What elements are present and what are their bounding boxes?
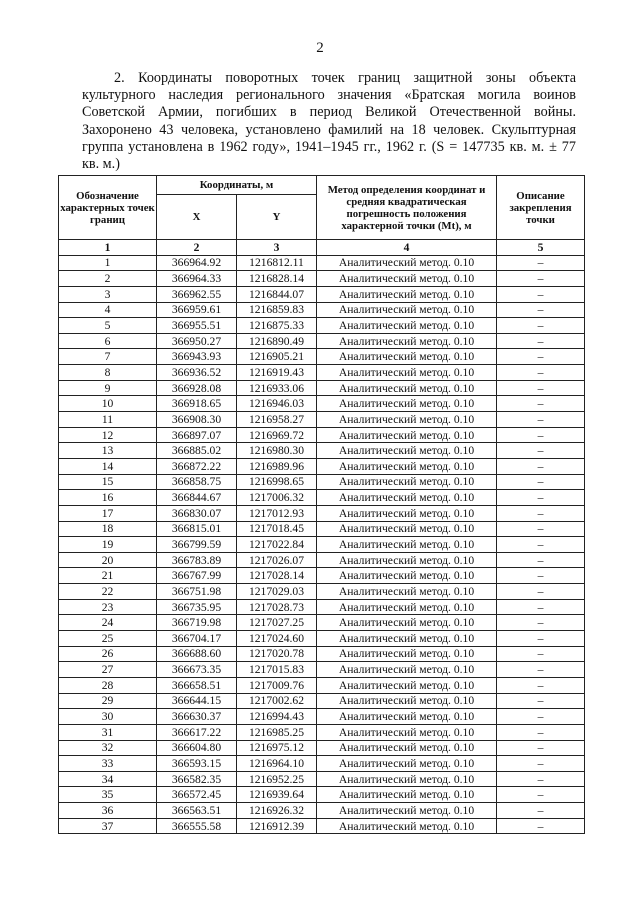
x-coordinate-cell: 366719.98 <box>157 615 237 631</box>
description-cell: – <box>497 724 585 740</box>
description-cell: – <box>497 677 585 693</box>
table-row <box>59 286 585 302</box>
description-cell: – <box>497 271 585 287</box>
table-row <box>59 584 585 600</box>
method-cell: Аналитический метод. 0.10 <box>317 631 497 647</box>
point-number-cell: 2 <box>59 271 157 287</box>
y-coordinate-cell: 1216859.83 <box>237 302 317 318</box>
y-coordinate-cell: 1217022.84 <box>237 537 317 553</box>
method-cell: Аналитический метод. 0.10 <box>317 740 497 756</box>
header-description: Описание закрепления точки <box>497 176 585 240</box>
page-number: 2 <box>316 40 324 56</box>
method-cell: Аналитический метод. 0.10 <box>317 662 497 678</box>
description-cell: – <box>497 255 585 271</box>
description-cell: – <box>497 756 585 772</box>
method-cell: Аналитический метод. 0.10 <box>317 552 497 568</box>
table-row <box>59 458 585 474</box>
table-row <box>59 740 585 756</box>
table-row <box>59 568 585 584</box>
header-y: Y <box>237 195 317 240</box>
y-coordinate-cell: 1217002.62 <box>237 693 317 709</box>
point-number-cell: 16 <box>59 490 157 506</box>
description-cell: – <box>497 615 585 631</box>
table-row <box>59 537 585 553</box>
table-row <box>59 646 585 662</box>
table-row <box>59 756 585 772</box>
x-coordinate-cell: 366943.93 <box>157 349 237 365</box>
table-row <box>59 615 585 631</box>
y-coordinate-cell: 1216875.33 <box>237 318 317 334</box>
description-cell: – <box>497 662 585 678</box>
method-cell: Аналитический метод. 0.10 <box>317 318 497 334</box>
y-coordinate-cell: 1216890.49 <box>237 333 317 349</box>
description-cell: – <box>497 505 585 521</box>
description-cell: – <box>497 380 585 396</box>
table-row <box>59 709 585 725</box>
method-cell: Аналитический метод. 0.10 <box>317 568 497 584</box>
description-cell: – <box>497 709 585 725</box>
y-coordinate-cell: 1216828.14 <box>237 271 317 287</box>
point-number-cell: 23 <box>59 599 157 615</box>
point-number-cell: 15 <box>59 474 157 490</box>
x-coordinate-cell: 366959.61 <box>157 302 237 318</box>
description-cell: – <box>497 318 585 334</box>
y-coordinate-cell: 1216952.25 <box>237 771 317 787</box>
x-coordinate-cell: 366950.27 <box>157 333 237 349</box>
point-number-cell: 24 <box>59 615 157 631</box>
method-cell: Аналитический метод. 0.10 <box>317 693 497 709</box>
table-row <box>59 693 585 709</box>
point-number-cell: 31 <box>59 724 157 740</box>
x-coordinate-cell: 366830.07 <box>157 505 237 521</box>
table-row <box>59 677 585 693</box>
x-coordinate-cell: 366572.45 <box>157 787 237 803</box>
description-cell: – <box>497 286 585 302</box>
y-coordinate-cell: 1216969.72 <box>237 427 317 443</box>
table-row <box>59 552 585 568</box>
header-method: Метод определения координат и средняя квадратическая погрешность положения характерной точки (Mt), м <box>317 176 497 240</box>
method-cell: Аналитический метод. 0.10 <box>317 427 497 443</box>
point-number-cell: 6 <box>59 333 157 349</box>
method-cell: Аналитический метод. 0.10 <box>317 818 497 834</box>
point-number-cell: 5 <box>59 318 157 334</box>
table-row <box>59 631 585 647</box>
method-cell: Аналитический метод. 0.10 <box>317 756 497 772</box>
point-number-cell: 11 <box>59 412 157 428</box>
x-coordinate-cell: 366897.07 <box>157 427 237 443</box>
x-coordinate-cell: 366593.15 <box>157 756 237 772</box>
x-coordinate-cell: 366844.67 <box>157 490 237 506</box>
y-coordinate-cell: 1216939.64 <box>237 787 317 803</box>
y-coordinate-cell: 1217018.45 <box>237 521 317 537</box>
y-coordinate-cell: 1216985.25 <box>237 724 317 740</box>
point-number-cell: 9 <box>59 380 157 396</box>
point-number-cell: 27 <box>59 662 157 678</box>
x-coordinate-cell: 366783.89 <box>157 552 237 568</box>
y-coordinate-cell: 1217024.60 <box>237 631 317 647</box>
y-coordinate-cell: 1216998.65 <box>237 474 317 490</box>
y-coordinate-cell: 1216975.12 <box>237 740 317 756</box>
x-coordinate-cell: 366799.59 <box>157 537 237 553</box>
x-coordinate-cell: 366962.55 <box>157 286 237 302</box>
table-row <box>59 380 585 396</box>
y-coordinate-cell: 1216946.03 <box>237 396 317 412</box>
table-row <box>59 412 585 428</box>
coordinates-table <box>58 175 585 834</box>
point-number-cell: 29 <box>59 693 157 709</box>
method-cell: Аналитический метод. 0.10 <box>317 380 497 396</box>
x-coordinate-cell: 366604.80 <box>157 740 237 756</box>
method-cell: Аналитический метод. 0.10 <box>317 724 497 740</box>
table-row <box>59 271 585 287</box>
table-row <box>59 365 585 381</box>
x-coordinate-cell: 366751.98 <box>157 584 237 600</box>
method-cell: Аналитический метод. 0.10 <box>317 412 497 428</box>
x-coordinate-cell: 366908.30 <box>157 412 237 428</box>
y-coordinate-cell: 1216844.07 <box>237 286 317 302</box>
y-coordinate-cell: 1217028.14 <box>237 568 317 584</box>
header-x: X <box>157 195 237 240</box>
x-coordinate-cell: 366767.99 <box>157 568 237 584</box>
point-number-cell: 36 <box>59 803 157 819</box>
table-body <box>59 255 585 834</box>
x-coordinate-cell: 366735.95 <box>157 599 237 615</box>
description-cell: – <box>497 740 585 756</box>
point-number-cell: 4 <box>59 302 157 318</box>
description-cell: – <box>497 333 585 349</box>
x-coordinate-cell: 366704.17 <box>157 631 237 647</box>
description-cell: – <box>497 599 585 615</box>
table-row <box>59 349 585 365</box>
method-cell: Аналитический метод. 0.10 <box>317 709 497 725</box>
point-number-cell: 22 <box>59 584 157 600</box>
x-coordinate-cell: 366582.35 <box>157 771 237 787</box>
y-coordinate-cell: 1217027.25 <box>237 615 317 631</box>
method-cell: Аналитический метод. 0.10 <box>317 458 497 474</box>
description-cell: – <box>497 349 585 365</box>
method-cell: Аналитический метод. 0.10 <box>317 521 497 537</box>
intro-paragraph <box>82 70 576 173</box>
x-coordinate-cell: 366918.65 <box>157 396 237 412</box>
method-cell: Аналитический метод. 0.10 <box>317 443 497 459</box>
x-coordinate-cell: 366955.51 <box>157 318 237 334</box>
description-cell: – <box>497 365 585 381</box>
description-cell: – <box>497 458 585 474</box>
x-coordinate-cell: 366964.33 <box>157 271 237 287</box>
table-row <box>59 818 585 834</box>
description-cell: – <box>497 474 585 490</box>
method-cell: Аналитический метод. 0.10 <box>317 803 497 819</box>
point-number-cell: 1 <box>59 255 157 271</box>
table-row <box>59 521 585 537</box>
y-coordinate-cell: 1216933.06 <box>237 380 317 396</box>
point-number-cell: 34 <box>59 771 157 787</box>
x-coordinate-cell: 366928.08 <box>157 380 237 396</box>
table-row <box>59 474 585 490</box>
point-number-cell: 26 <box>59 646 157 662</box>
column-number: 1 <box>59 240 157 256</box>
x-coordinate-cell: 366673.35 <box>157 662 237 678</box>
description-cell: – <box>497 803 585 819</box>
table-row <box>59 771 585 787</box>
column-number: 3 <box>237 240 317 256</box>
point-number-cell: 14 <box>59 458 157 474</box>
y-coordinate-cell: 1217009.76 <box>237 677 317 693</box>
x-coordinate-cell: 366630.37 <box>157 709 237 725</box>
y-coordinate-cell: 1217028.73 <box>237 599 317 615</box>
table-row <box>59 318 585 334</box>
y-coordinate-cell: 1216919.43 <box>237 365 317 381</box>
method-cell: Аналитический метод. 0.10 <box>317 615 497 631</box>
method-cell: Аналитический метод. 0.10 <box>317 286 497 302</box>
x-coordinate-cell: 366555.58 <box>157 818 237 834</box>
point-number-cell: 7 <box>59 349 157 365</box>
table-row <box>59 302 585 318</box>
y-coordinate-cell: 1216964.10 <box>237 756 317 772</box>
point-number-cell: 3 <box>59 286 157 302</box>
method-cell: Аналитический метод. 0.10 <box>317 584 497 600</box>
description-cell: – <box>497 646 585 662</box>
header-coordinates: Координаты, м <box>157 176 317 195</box>
x-coordinate-cell: 366885.02 <box>157 443 237 459</box>
x-coordinate-cell: 366644.15 <box>157 693 237 709</box>
method-cell: Аналитический метод. 0.10 <box>317 365 497 381</box>
point-number-cell: 20 <box>59 552 157 568</box>
table-row <box>59 333 585 349</box>
point-number-cell: 33 <box>59 756 157 772</box>
description-cell: – <box>497 537 585 553</box>
y-coordinate-cell: 1217006.32 <box>237 490 317 506</box>
point-number-cell: 8 <box>59 365 157 381</box>
method-cell: Аналитический метод. 0.10 <box>317 271 497 287</box>
method-cell: Аналитический метод. 0.10 <box>317 255 497 271</box>
table-row <box>59 599 585 615</box>
description-cell: – <box>497 693 585 709</box>
y-coordinate-cell: 1216912.39 <box>237 818 317 834</box>
point-number-cell: 32 <box>59 740 157 756</box>
column-number: 2 <box>157 240 237 256</box>
column-number: 5 <box>497 240 585 256</box>
description-cell: – <box>497 521 585 537</box>
method-cell: Аналитический метод. 0.10 <box>317 599 497 615</box>
point-number-cell: 17 <box>59 505 157 521</box>
intro-text: 2. Координаты поворотных точек границ защитной зоны объекта культурного наследия регионального значения «Братская могила воинов Советской Армии, погибших в период Великой Отечественной войны. Захоронено 43 человека, установлено фамилий на 18 человек. Скульптурная группа установлена в 1962 году», 1941–1945 гг., 1962 г. (S = 147735 кв. м. ± 77 кв. м.) <box>82 70 576 173</box>
table-row <box>59 396 585 412</box>
y-coordinate-cell: 1217029.03 <box>237 584 317 600</box>
x-coordinate-cell: 366872.22 <box>157 458 237 474</box>
method-cell: Аналитический метод. 0.10 <box>317 302 497 318</box>
point-number-cell: 21 <box>59 568 157 584</box>
method-cell: Аналитический метод. 0.10 <box>317 490 497 506</box>
y-coordinate-cell: 1217026.07 <box>237 552 317 568</box>
description-cell: – <box>497 427 585 443</box>
y-coordinate-cell: 1216994.43 <box>237 709 317 725</box>
x-coordinate-cell: 366658.51 <box>157 677 237 693</box>
method-cell: Аналитический метод. 0.10 <box>317 349 497 365</box>
description-cell: – <box>497 396 585 412</box>
description-cell: – <box>497 568 585 584</box>
method-cell: Аналитический метод. 0.10 <box>317 787 497 803</box>
method-cell: Аналитический метод. 0.10 <box>317 505 497 521</box>
y-coordinate-cell: 1216989.96 <box>237 458 317 474</box>
x-coordinate-cell: 366964.92 <box>157 255 237 271</box>
x-coordinate-cell: 366617.22 <box>157 724 237 740</box>
y-coordinate-cell: 1216812.11 <box>237 255 317 271</box>
description-cell: – <box>497 818 585 834</box>
description-cell: – <box>497 490 585 506</box>
table-row <box>59 490 585 506</box>
point-number-cell: 28 <box>59 677 157 693</box>
table-row <box>59 787 585 803</box>
description-cell: – <box>497 302 585 318</box>
point-number-cell: 13 <box>59 443 157 459</box>
y-coordinate-cell: 1216905.21 <box>237 349 317 365</box>
description-cell: – <box>497 552 585 568</box>
point-number-cell: 10 <box>59 396 157 412</box>
table-row <box>59 443 585 459</box>
description-cell: – <box>497 787 585 803</box>
method-cell: Аналитический метод. 0.10 <box>317 333 497 349</box>
point-number-cell: 30 <box>59 709 157 725</box>
point-number-cell: 25 <box>59 631 157 647</box>
y-coordinate-cell: 1217020.78 <box>237 646 317 662</box>
table-row <box>59 255 585 271</box>
description-cell: – <box>497 771 585 787</box>
method-cell: Аналитический метод. 0.10 <box>317 537 497 553</box>
x-coordinate-cell: 366858.75 <box>157 474 237 490</box>
description-cell: – <box>497 412 585 428</box>
y-coordinate-cell: 1216958.27 <box>237 412 317 428</box>
point-number-cell: 35 <box>59 787 157 803</box>
y-coordinate-cell: 1217012.93 <box>237 505 317 521</box>
column-number-row <box>59 240 585 256</box>
point-number-cell: 37 <box>59 818 157 834</box>
y-coordinate-cell: 1216926.32 <box>237 803 317 819</box>
description-cell: – <box>497 631 585 647</box>
table-row <box>59 427 585 443</box>
y-coordinate-cell: 1216980.30 <box>237 443 317 459</box>
table-row <box>59 505 585 521</box>
x-coordinate-cell: 366688.60 <box>157 646 237 662</box>
description-cell: – <box>497 443 585 459</box>
y-coordinate-cell: 1217015.83 <box>237 662 317 678</box>
point-number-cell: 12 <box>59 427 157 443</box>
header-point: Обозначение характерных точек границ <box>59 176 157 240</box>
x-coordinate-cell: 366815.01 <box>157 521 237 537</box>
table-row <box>59 662 585 678</box>
point-number-cell: 18 <box>59 521 157 537</box>
method-cell: Аналитический метод. 0.10 <box>317 474 497 490</box>
point-number-cell: 19 <box>59 537 157 553</box>
method-cell: Аналитический метод. 0.10 <box>317 771 497 787</box>
method-cell: Аналитический метод. 0.10 <box>317 396 497 412</box>
x-coordinate-cell: 366936.52 <box>157 365 237 381</box>
x-coordinate-cell: 366563.51 <box>157 803 237 819</box>
method-cell: Аналитический метод. 0.10 <box>317 677 497 693</box>
table-row <box>59 803 585 819</box>
method-cell: Аналитический метод. 0.10 <box>317 646 497 662</box>
column-number: 4 <box>317 240 497 256</box>
description-cell: – <box>497 584 585 600</box>
table-row <box>59 724 585 740</box>
